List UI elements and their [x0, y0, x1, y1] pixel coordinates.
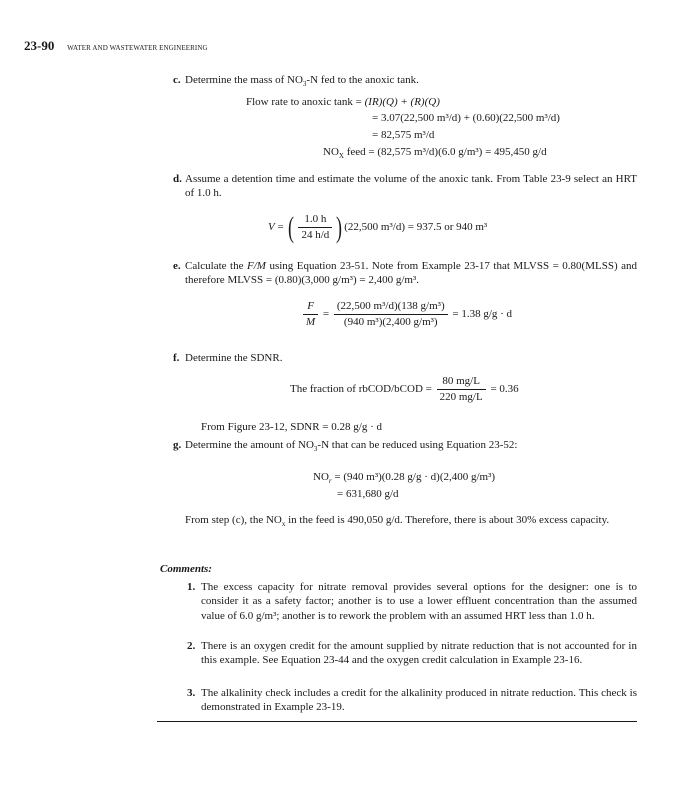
step-text: Calculate the F/M using Equation 23-51. Note from Example 23-17 that MLVSS = 0.80(MLSS) and therefore MLVSS = (0.80)(3,000 g/m³) = 2,400 g/m³. [185, 260, 637, 287]
step-d [173, 172, 637, 201]
step-f [173, 351, 637, 365]
page-number: 23-90 [24, 38, 55, 53]
step-g [173, 438, 637, 454]
step-g-conclusion: From step (c), the $NO_x$ in the feed is 490,050 g/d. Therefore, there is about 30% excess capacity. [185, 514, 610, 529]
hrt-fraction: $\frac{1.0 h}{24 h/d}$ [298, 212, 332, 243]
step-label: d. [173, 173, 182, 185]
comment-number: 3. [187, 687, 196, 699]
step-text: Assume a detention time and estimate the volume of the anoxic tank. From Table 23-9 select an HRT of 1.0 h. [185, 173, 637, 200]
section-divider [157, 721, 637, 722]
rbcod-fraction-equation: The fraction of rbCOD/bCOD = $\frac{80 mg/L}{220 mg/L}$ = 0.36 [290, 375, 519, 403]
comment-item [187, 686, 637, 715]
fm-result: = 1.38 g/g · d [452, 308, 513, 321]
comment-text: The excess capacity for nitrate removal provides several options for the designer: one is to consider it as a safety factor; another is to use a lower effluent concentration than the assumed value of 6.0 g/m³; another is to rework the problem with an assumed HRT less than 1.0 h. [201, 581, 637, 622]
comments-title: Comments: [160, 563, 212, 575]
flow-rate-expression: (IR)(Q) + (R)(Q) [364, 96, 440, 108]
comment-item [187, 639, 637, 668]
nor-line-2: 631,680 g/d [345, 488, 399, 500]
step-label: g. [173, 439, 182, 451]
page-header [24, 38, 208, 55]
step-text: Determine the mass of $NO_3-N$ fed to the anoxic tank. [185, 74, 419, 89]
comment-number: 1. [187, 581, 196, 593]
rbcod-fraction: $\frac{80 mg/L}{220 mg/L}$ [437, 374, 486, 405]
step-label: f. [173, 352, 180, 364]
fm-equation: $\frac{F}{M}$ = $\frac{\text{(22,500 m³/d)(138 g/m³)}}{\text{(940 m³)(2,400 g/m³)}}$ = 1.38 g/g · d [301, 299, 512, 330]
nor-line-1: (940 m³)(0.28 g/g · d)(2,400 g/m³) [343, 471, 496, 483]
running-head: WATER AND WASTEWATER ENGINEERING [67, 44, 208, 52]
step-c [173, 73, 637, 89]
comment-item [187, 580, 637, 623]
comment-text: There is an oxygen credit for the amount supplied by nitrate reduction that is not accounted for in this example. See Equation 23-44 and the oxygen credit calculation in Example 23-16. [201, 640, 637, 667]
flow-rate-line-2: 3.07(22,500 m³/d) + (0.60)(22,500 m³/d) [380, 112, 560, 124]
comment-text: The alkalinity check includes a credit for the alkalinity produced in nitrate reduction. This check is demonstrated in Example 23-19. [201, 687, 637, 714]
fm-lhs: $\frac{F}{M}$ [303, 299, 318, 330]
rbcod-result: = 0.36 [490, 383, 519, 396]
sdnr-note: From Figure 23-12, SDNR = 0.28 g/g · d [201, 421, 382, 433]
nox-feed-expression: (82,575 m³/d)(6.0 g/m³) = 495,450 g/d [377, 146, 547, 158]
flow-rate-label: Flow rate to anoxic tank [246, 96, 353, 108]
step-text: Determine the amount of $NO_3-N$ that can be reduced using Equation 23-52: [185, 439, 518, 454]
step-e [173, 259, 637, 288]
nox-feed-label: $NO_X$ feed [323, 146, 366, 161]
fm-fraction: $\frac{\text{(22,500 m³/d)(138 g/m³)}}{\text{(940 m³)(2,400 g/m³)}}$ [334, 299, 448, 330]
volume-equation: V = ( $\frac{1.0 h}{24 h/d}$ ) (22,500 m³/d) = 937.5 or 940 m³ [268, 210, 488, 244]
volume-result: (22,500 m³/d) = 937.5 or 940 m³ [344, 221, 488, 234]
step-label: e. [173, 260, 181, 272]
step-text: Determine the SDNR. [185, 352, 283, 364]
step-label: c. [173, 74, 181, 86]
nor-label: $NO_r$ [313, 471, 332, 486]
comment-number: 2. [187, 640, 196, 652]
flow-rate-line-3: 82,575 m³/d [380, 129, 435, 141]
